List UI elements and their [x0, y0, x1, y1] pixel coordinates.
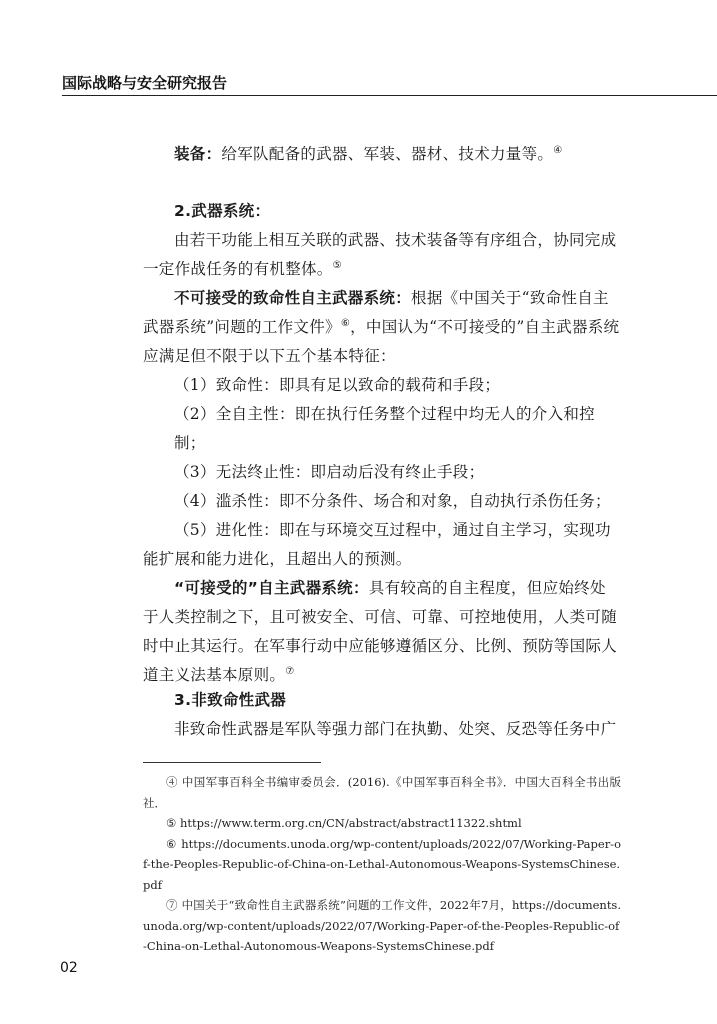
term-acceptable: “可接受的”自主武器系统： [174, 579, 369, 597]
definition-weapon-system: 由若干功能上相互关联的武器、技术装备等有序组合，协同完成一定作战任务的有机整体。 [143, 231, 617, 278]
footnote-text: 中国军事百科全书编审委员会．(2016).《中国军事百科全书》．中国大百科全书出版社． [143, 775, 621, 810]
heading-weapon-system: 2.武器系统： [174, 202, 271, 220]
feature-item-4: （4）滥杀性：即不分条件、场合和对象，自动执行杀伤任务； [174, 492, 611, 510]
footnote-rule [143, 762, 321, 763]
paragraph-acceptable [143, 574, 621, 690]
footnote-text: 中国关于“致命性自主武器系统”问题的工作文件，2022年7月，https://documents.unoda.org/wp-content/uploads/2022/07/Working-Paper-of-the-Peoples-Republic-of-China-on-Lethal-Autonomous-Weapons-SystemsChinese.pdf [143, 898, 621, 953]
paragraph-equipment [143, 140, 621, 169]
heading-nonlethal: 3.非致命性武器 [174, 691, 287, 709]
section-equipment [143, 140, 621, 169]
page-number: 02 [60, 960, 78, 976]
footnote-mark: ⑥ [166, 836, 177, 851]
footnote-6 [143, 834, 621, 896]
section-weapon-systems [143, 197, 621, 690]
footnote-4 [143, 772, 621, 813]
footnotes [143, 772, 621, 957]
unacceptable-text-2: ，中国认为“不可接受的”自主武器系统应满足但不限于以下五个基本特征： [143, 318, 620, 365]
footnote-5 [143, 813, 621, 834]
term-unacceptable: 不可接受的致命性自主武器系统： [174, 289, 412, 307]
section-nonlethal [143, 686, 621, 744]
footnote-ref-7: ⑦ [285, 665, 295, 677]
footnote-ref-5: ⑤ [332, 259, 342, 271]
definition-equipment: 给军队配备的武器、军装、器材、技术力量等。 [221, 145, 554, 163]
header-rule [62, 95, 717, 96]
paragraph-unacceptable [143, 284, 621, 371]
unacceptable-text-1: 根据《中国关于“致命性自主武器系统”问题的工作文件》 [143, 289, 609, 336]
footnote-mark: ⑤ [166, 816, 177, 830]
feature-item-2: （2）全自主性：即在执行任务整个过程中均无人的介入和控制； [174, 405, 595, 452]
term-equipment: 装备： [174, 145, 222, 163]
footnote-mark: ④ [166, 775, 178, 789]
feature-item-5: （5）进化性：即在与环境交互过程中，通过自主学习，实现功能扩展和能力进化，且超出人的预测。 [143, 521, 611, 568]
feature-item-1: （1）致命性：即具有足以致命的载荷和手段； [174, 376, 501, 394]
running-header-title: 国际战略与安全研究报告 [62, 74, 228, 92]
paragraph-nonlethal: 非致命性武器是军队等强力部门在执勤、处突、反恐等任务中广 [174, 720, 617, 738]
paragraph-weapon-system [143, 226, 621, 284]
footnote-link: https://www.term.org.cn/CN/abstract/abstract11322.shtml [179, 816, 522, 830]
footnote-ref-4: ④ [553, 144, 563, 156]
footnote-7 [143, 895, 621, 957]
definition-acceptable: 具有较高的自主程度，但应始终处于人类控制之下，且可被安全、可信、可靠、可控地使用，人类可随时中止其运行。在军事行动中应能够遵循区分、比例、预防等国际人道主义法基本原则。 [143, 579, 618, 684]
footnote-link: https://documents.unoda.org/wp-content/uploads/2022/07/Working-Paper-of-the-Peoples-Republic-of-China-on-Lethal-Autonomous-Weapons-SystemsChinese.pdf [143, 836, 621, 892]
feature-item-3: （3）无法终止性：即启动后没有终止手段； [174, 463, 485, 481]
footnote-mark: ⑦ [166, 898, 178, 912]
footnote-ref-6: ⑥ [340, 317, 351, 329]
